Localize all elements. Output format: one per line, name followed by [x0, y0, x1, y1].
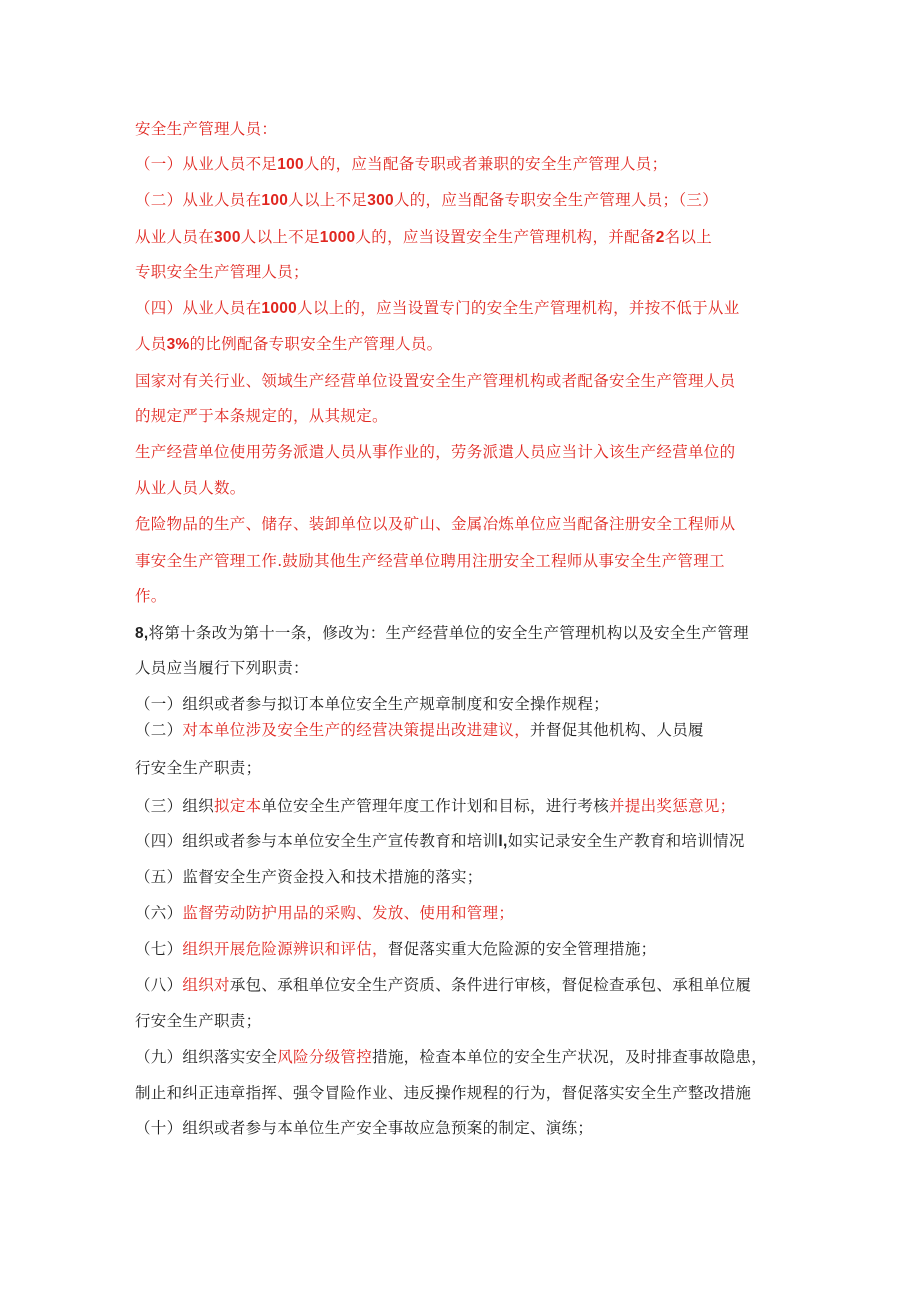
- text-line: [135, 297, 740, 320]
- text-segment: 措施，检查本单位的安全生产状况，及时排查事故隐患，: [372, 1048, 768, 1066]
- text-segment: 100: [277, 156, 304, 173]
- text-segment: （二）从业人员在: [135, 191, 262, 209]
- text-segment: 1000: [319, 229, 356, 246]
- text-segment: （四）组织或者参与本单位安全生产宣传教育和培训: [135, 832, 499, 850]
- text-segment: 人以上不足: [288, 191, 368, 209]
- text-line: [135, 1010, 261, 1032]
- text-segment: 3%: [166, 336, 190, 353]
- text-segment: （三）组织: [135, 797, 215, 815]
- text-segment: 专职安全生产管理人员；: [135, 263, 309, 281]
- text-line: [135, 1046, 767, 1068]
- text-segment: 单位安全生产管理年度工作计划和目标，进行考核: [261, 797, 610, 815]
- text-segment: 名以上: [664, 228, 713, 246]
- text-line: [135, 550, 725, 572]
- text-segment: 1000: [261, 300, 298, 317]
- text-line: [135, 477, 246, 499]
- text-line: [135, 974, 751, 996]
- text-segment: 300: [367, 192, 394, 209]
- text-segment: （八）: [135, 976, 183, 994]
- text-segment: 行安全生产职责；: [135, 1012, 262, 1030]
- text-line: [135, 866, 483, 888]
- text-line: [135, 261, 309, 283]
- text-segment: （六）: [135, 904, 183, 922]
- text-segment: （二）: [135, 721, 183, 739]
- text-segment: 并督促其他机构、人员履: [530, 721, 704, 739]
- text-segment: 风险分级管控: [277, 1048, 373, 1066]
- text-segment: 人的，应当设置安全生产管理机构，并配备: [355, 228, 656, 246]
- text-line: [135, 189, 718, 212]
- text-segment: 如实记录安全生产教育和培训情况: [507, 832, 745, 850]
- text-segment: 事安全生产管理工作.鼓励其他生产经营单位聘用注册安全工程师从事安全生产管理工: [135, 552, 725, 570]
- text-segment: 对本单位涉及安全生产的经营决策提出改进建议，: [182, 721, 531, 739]
- text-segment: 督促落实重大危险源的安全管理措施；: [387, 940, 657, 958]
- text-segment: 生产经营单位使用劳务派遣人员从事作业的，劳务派遣人员应当计入该生产经营单位的: [135, 443, 736, 461]
- text-line: [135, 719, 704, 741]
- text-segment: 300: [214, 229, 241, 246]
- text-line: [135, 585, 167, 607]
- text-segment: 监督劳动防护用品的采购、发放、使用和管理；: [182, 904, 515, 922]
- text-segment: 制止和纠正违章指挥、强令冒险作业、违反操作规程的行为，督促落实安全生产整改措施: [135, 1084, 752, 1102]
- text-line: [135, 405, 388, 427]
- text-segment: 2: [655, 229, 665, 246]
- text-segment: 8,: [135, 625, 149, 642]
- text-segment: 组织开展危险源辨识和评估，: [182, 940, 388, 958]
- text-segment: 的比例配备专职安全生产管理人员。: [189, 335, 443, 353]
- text-line: [135, 830, 745, 853]
- text-segment: 承包、承租单位安全生产资质、条件进行审核，督促检查承包、承租单位履: [229, 976, 752, 994]
- text-segment: 从业人员在: [135, 228, 215, 246]
- text-line: [135, 622, 749, 645]
- text-line: [135, 333, 442, 356]
- text-line: [135, 153, 667, 176]
- text-line: [135, 118, 277, 140]
- text-segment: 人员: [135, 335, 167, 353]
- text-segment: 人以上的，应当设置专门的安全生产管理机构，并按不低于从业: [297, 299, 740, 317]
- text-segment: 危险物品的生产、储存、装卸单位以及矿山、金属冶炼单位应当配备注册安全工程师从: [135, 515, 736, 533]
- text-segment: 行安全生产职责；: [135, 759, 262, 777]
- text-segment: 人以上不足: [240, 228, 320, 246]
- text-segment: （十）组织或者参与本单位生产安全事故应急预案的制定、演练；: [135, 1119, 594, 1137]
- text-segment: （四）从业人员在: [135, 299, 262, 317]
- text-segment: 国家对有关行业、领域生产经营单位设置安全生产管理机构或者配备安全生产管理人员: [135, 372, 736, 390]
- text-line: [135, 1082, 751, 1104]
- text-segment: 并提出奖惩意见；: [609, 797, 736, 815]
- text-segment: 的规定严于本条规定的，从其规定。: [135, 407, 388, 425]
- text-line: [135, 902, 514, 924]
- text-segment: 安全生产管理人员：: [135, 120, 278, 138]
- text-line: [135, 693, 609, 715]
- text-segment: 拟定本: [214, 797, 262, 815]
- text-segment: （一）从业人员不足: [135, 155, 278, 173]
- text-line: [135, 657, 309, 679]
- text-line: [135, 513, 735, 535]
- text-segment: l,: [498, 833, 508, 850]
- text-segment: 人员应当履行下列职责：: [135, 659, 309, 677]
- text-segment: （一）组织或者参与拟订本单位安全生产规章制度和安全操作规程；: [135, 695, 610, 713]
- text-line: [135, 757, 261, 779]
- text-segment: 组织对: [182, 976, 230, 994]
- text-line: [135, 226, 712, 249]
- text-segment: （五）监督安全生产资金投入和技术措施的落实；: [135, 868, 483, 886]
- text-segment: （九）组织落实安全: [135, 1048, 278, 1066]
- text-segment: 人的，应当配备专职安全生产管理人员；（三）: [393, 191, 719, 209]
- text-segment: 从业人员人数。: [135, 479, 246, 497]
- text-segment: 将第十条改为第十一条，修改为：生产经营单位的安全生产管理机构以及安全生产管理: [148, 624, 749, 642]
- text-segment: 100: [261, 192, 289, 209]
- text-line: [135, 370, 735, 392]
- text-line: [135, 441, 735, 463]
- text-segment: （七）: [135, 940, 183, 958]
- text-segment: 人的，应当配备专职或者兼职的安全生产管理人员；: [303, 155, 668, 173]
- text-line: [135, 1117, 593, 1139]
- text-line: [135, 938, 656, 960]
- text-line: [135, 795, 735, 817]
- text-segment: 作。: [135, 587, 167, 605]
